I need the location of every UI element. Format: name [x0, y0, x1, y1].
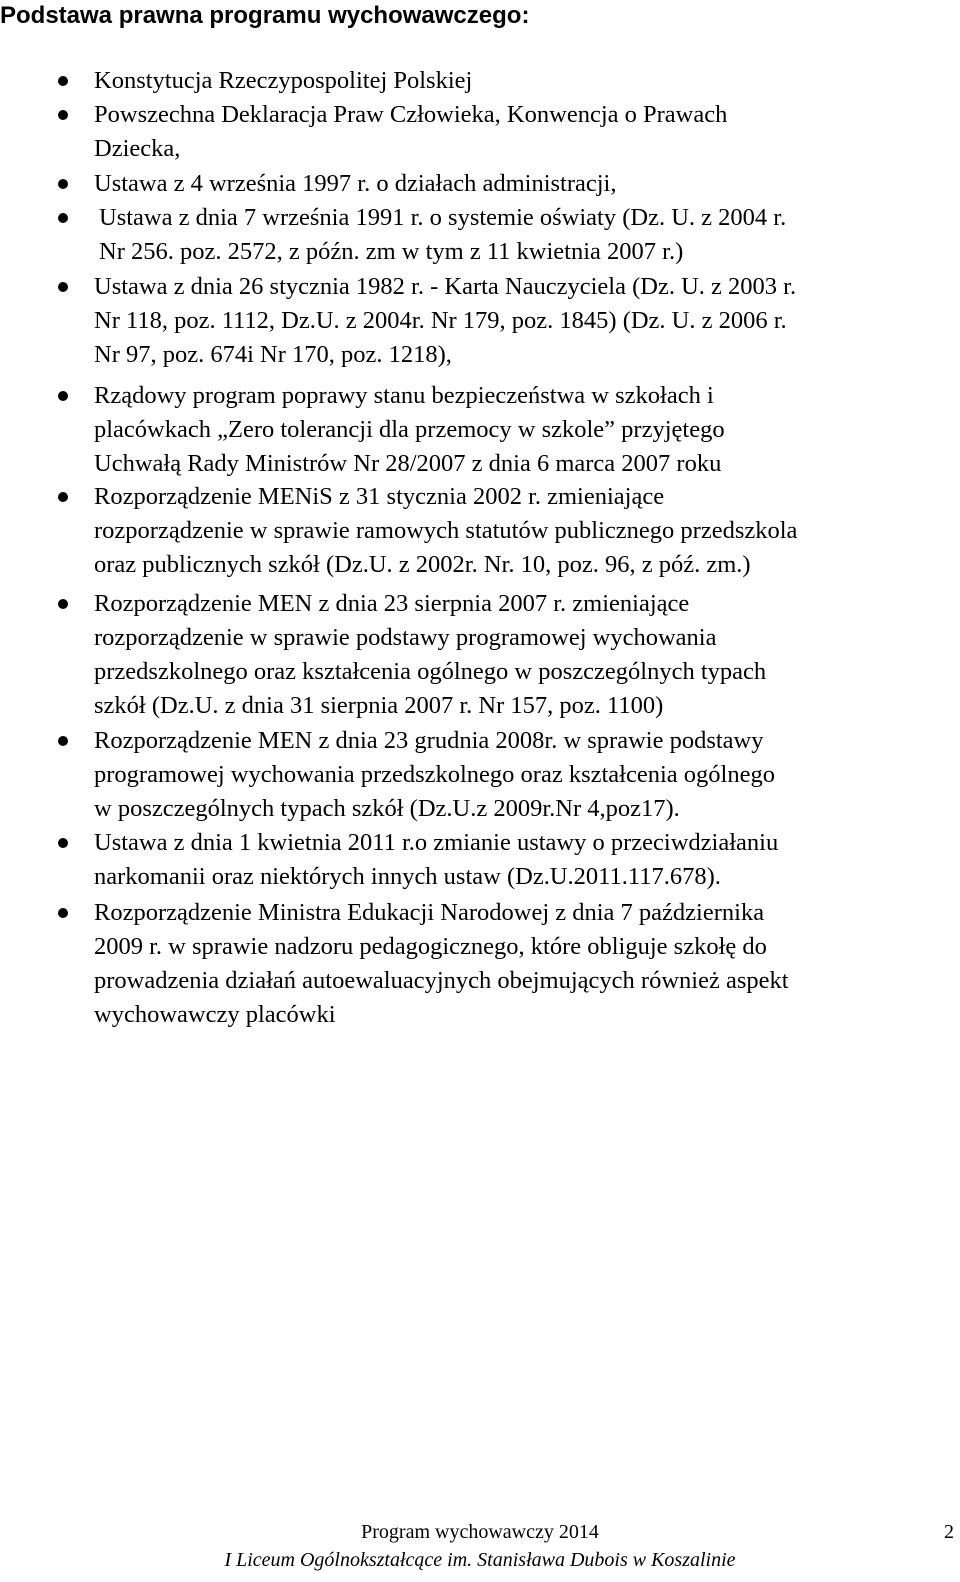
- list-item-text: rozporządzenie w sprawie podstawy programowej wychowania: [94, 624, 717, 651]
- list-item-text: Powszechna Deklaracja Praw Człowieka, Konwencja o Prawach: [94, 101, 728, 128]
- list-item-text: placówkach „Zero tolerancji dla przemocy w szkole” przyjętego: [94, 416, 725, 443]
- list-item-text: Ustawa z dnia 1 kwietnia 2011 r.o zmianie ustawy o przeciwdziałaniu: [94, 829, 779, 856]
- list-item-text: Nr 97, poz. 674i Nr 170, poz. 1218),: [94, 341, 452, 368]
- bullet-icon: [58, 838, 68, 848]
- list-item-text: Rozporządzenie MENiS z 31 stycznia 2002 r. zmieniające: [94, 483, 665, 510]
- list-item-text: wychowawczy placówki: [94, 1001, 336, 1028]
- list-item-text: Rozporządzenie MEN z dnia 23 grudnia 2008r. w sprawie podstawy: [94, 727, 764, 754]
- list-item-text: Uchwałą Rady Ministrów Nr 28/2007 z dnia 6 marca 2007 roku: [94, 450, 722, 477]
- list-item-text: narkomanii oraz niektórych innych ustaw (Dz.U.2011.117.678).: [94, 863, 721, 890]
- bullet-icon: [58, 110, 68, 120]
- list-item-text: Konstytucja Rzeczypospolitej Polskiej: [94, 67, 473, 94]
- bullet-icon: [58, 76, 68, 86]
- list-item-text: Nr 118, poz. 1112, Dz.U. z 2004r. Nr 179, poz. 1845) (Dz. U. z 2006 r.: [94, 307, 787, 334]
- bullet-icon: [58, 908, 68, 918]
- list-item-text: rozporządzenie w sprawie ramowych statutów publicznego przedszkola: [94, 517, 798, 544]
- footer-title: Program wychowawczy 2014: [361, 1521, 599, 1543]
- list-item-text: prowadzenia działań autoewaluacyjnych obejmujących również aspekt: [94, 967, 789, 994]
- bullet-icon: [58, 282, 68, 292]
- list-item-text: programowej wychowania przedszkolnego oraz kształcenia ogólnego: [94, 761, 775, 788]
- list-item-text: 2009 r. w sprawie nadzoru pedagogicznego, które obliguje szkołę do: [94, 933, 767, 960]
- list-item-text: Ustawa z dnia 7 września 1991 r. o systemie oświaty (Dz. U. z 2004 r.: [99, 204, 787, 231]
- list-item-text: Ustawa z dnia 26 stycznia 1982 r. - Karta Nauczyciela (Dz. U. z 2003 r.: [94, 273, 797, 300]
- page-number: 2: [944, 1521, 954, 1543]
- list-item-text: Nr 256. poz. 2572, z późn. zm w tym z 11 kwietnia 2007 r.): [99, 238, 684, 265]
- bullet-icon: [58, 492, 68, 502]
- bullet-icon: [58, 736, 68, 746]
- bullet-icon: [58, 179, 68, 189]
- bullet-icon: [58, 213, 68, 223]
- list-item-text: Dziecka,: [94, 135, 181, 162]
- list-item-text: Ustawa z 4 września 1997 r. o działach administracji,: [94, 170, 617, 197]
- list-item-text: Rozporządzenie Ministra Edukacji Narodowej z dnia 7 października: [94, 899, 765, 926]
- list-item-text: Rządowy program poprawy stanu bezpieczeństwa w szkołach i: [94, 382, 714, 409]
- list-item-text: przedszkolnego oraz kształcenia ogólnego w poszczególnych typach: [94, 658, 767, 685]
- bullet-icon: [58, 391, 68, 401]
- list-item-text: szkół (Dz.U. z dnia 31 sierpnia 2007 r. Nr 157, poz. 1100): [94, 692, 664, 719]
- bullet-icon: [58, 599, 68, 609]
- page-title: Podstawa prawna programu wychowawczego:: [0, 2, 530, 29]
- list-item-text: Rozporządzenie MEN z dnia 23 sierpnia 2007 r. zmieniające: [94, 590, 690, 617]
- list-item-text: oraz publicznych szkół (Dz.U. z 2002r. Nr. 10, poz. 96, z póź. zm.): [94, 551, 751, 578]
- list-item-text: w poszczególnych typach szkół (Dz.U.z 2009r.Nr 4,poz17).: [94, 795, 680, 822]
- footer-school: I Liceum Ogólnokształcące im. Stanisława Dubois w Koszalinie: [224, 1549, 736, 1571]
